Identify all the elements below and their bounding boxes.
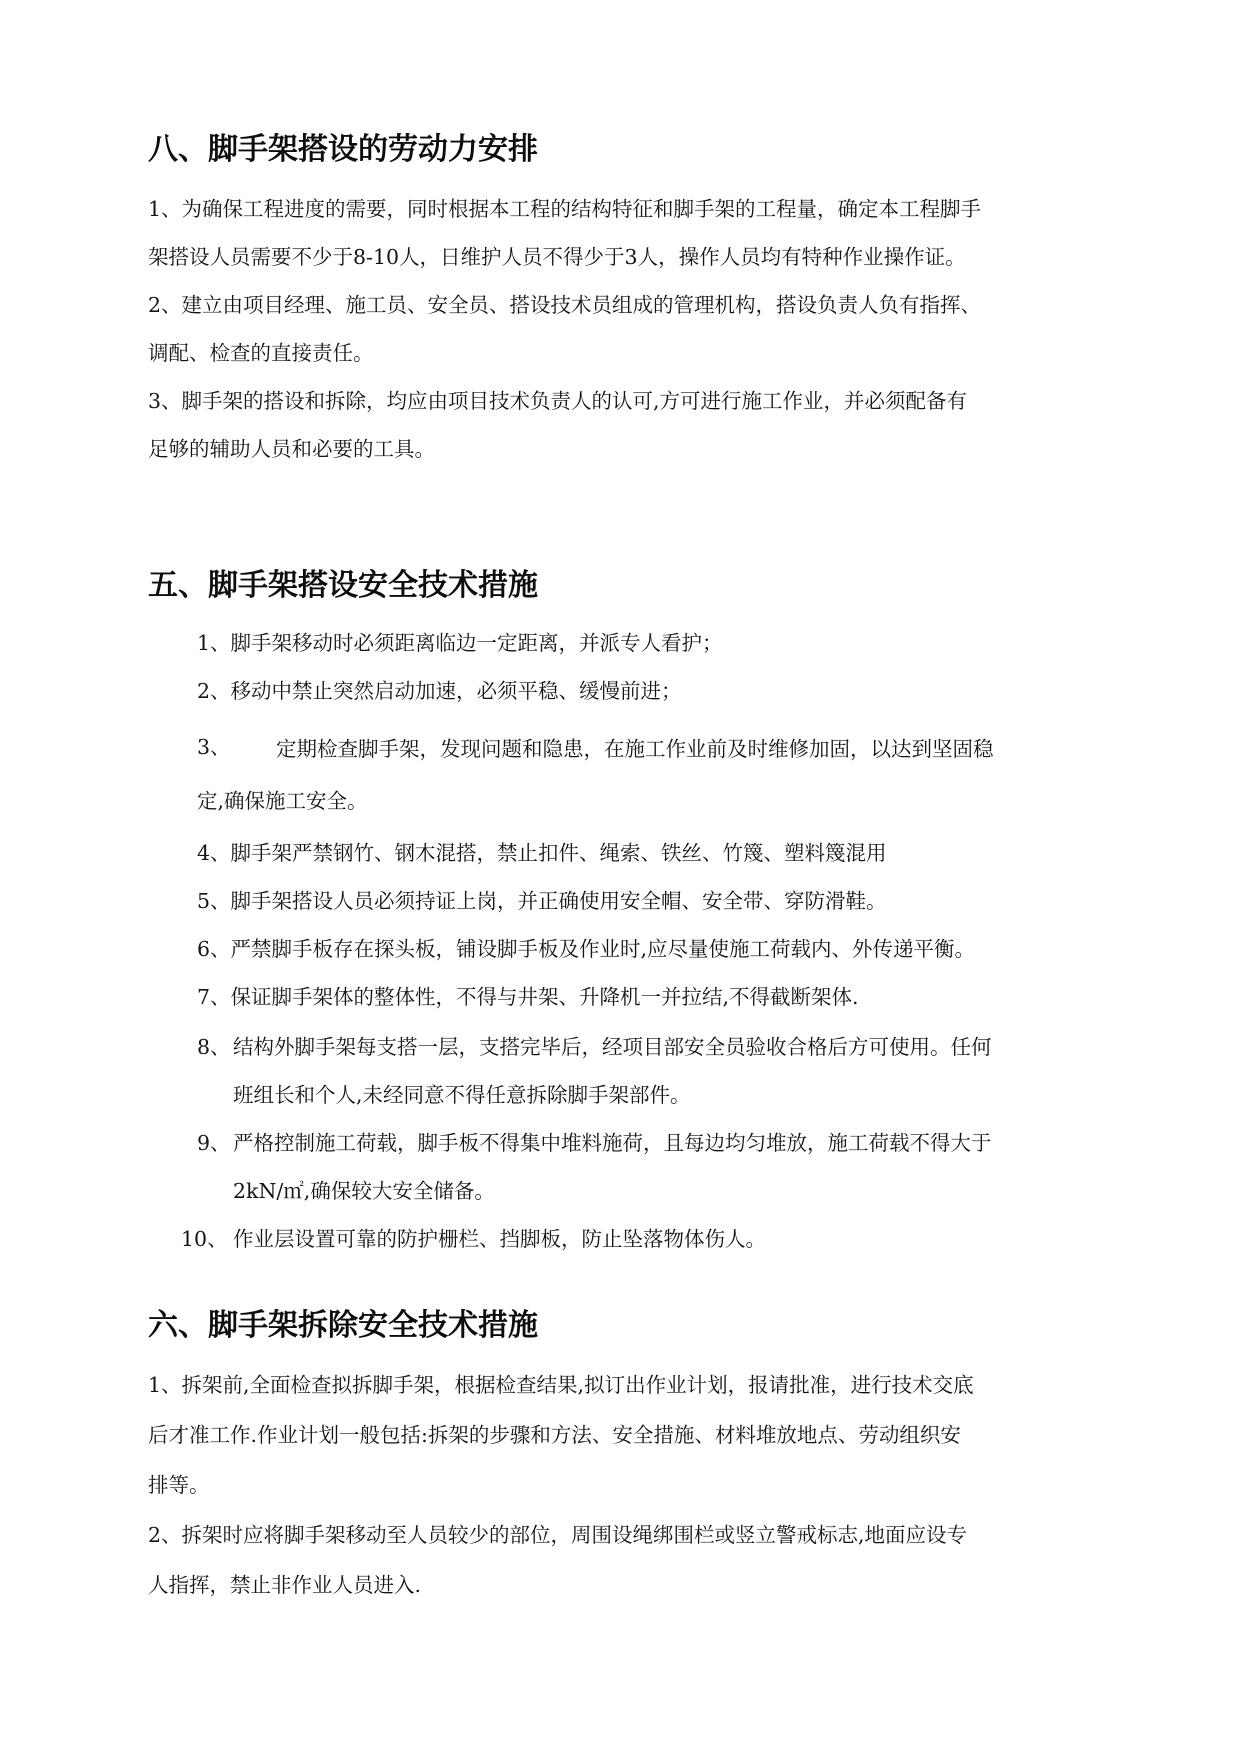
list-item: 5、脚手架搭设人员必须持证上岗，并正确使用安全帽、安全带、穿防滑鞋。: [197, 889, 887, 913]
paragraph-line: 排等。: [148, 1473, 210, 1497]
section-heading-dismantling-safety: 六、脚手架拆除安全技术措施: [148, 1308, 538, 1343]
list-item-number: 9、: [197, 1131, 231, 1155]
list-item: 2、移动中禁止突然启动加速，必须平稳、缓慢前进；: [197, 679, 682, 703]
paragraph-line: 2、拆架时应将脚手架移动至人员较少的部位，周围设绳绑围栏或竖立警戒标志,地面应设专: [148, 1523, 968, 1547]
list-item: 4、脚手架严禁钢竹、钢木混搭，禁止扣件、绳索、铁丝、竹篾、塑料篾混用: [197, 841, 887, 865]
section-heading-labor: 八、脚手架搭设的劳动力安排: [148, 132, 538, 167]
list-item: 7、保证脚手架体的整体性，不得与井架、升降机一并拉结,不得截断架体.: [197, 985, 859, 1009]
paragraph-line: 足够的辅助人员和必要的工具。: [148, 437, 435, 461]
list-item: 作业层设置可靠的防护栅栏、挡脚板，防止坠落物体伤人。: [233, 1227, 766, 1251]
list-item: 结构外脚手架每支搭一层，支搭完毕后，经项目部安全员验收合格后方可使用。任何: [233, 1035, 992, 1059]
list-item-number: 10、: [181, 1227, 228, 1251]
list-item: 班组长和个人,未经同意不得任意拆除脚手架部件。: [233, 1083, 691, 1107]
list-item: 2kN/㎡,确保较大安全储备。: [233, 1179, 495, 1203]
list-item-number: 8、: [197, 1035, 231, 1059]
list-item: 6、严禁脚手板存在探头板，铺设脚手板及作业时,应尽量使施工荷载内、外传递平衡。: [197, 937, 976, 961]
list-item: 严格控制施工荷载，脚手板不得集中堆料施荷，且每边均匀堆放，施工荷载不得大于: [233, 1131, 992, 1155]
list-item: 1、脚手架移动时必须距离临边一定距离，并派专人看护；: [197, 631, 723, 655]
paragraph-line: 2、建立由项目经理、施工员、安全员、搭设技术员组成的管理机构，搭设负责人负有指挥、: [148, 293, 982, 317]
paragraph-line: 1、拆架前,全面检查拟拆脚手架，根据检查结果,拟订出作业计划，报请批准，进行技术交底: [148, 1373, 974, 1397]
paragraph-line: 后才准工作.作业计划一般包括:拆架的步骤和方法、安全措施、材料堆放地点、劳动组织安: [148, 1423, 961, 1447]
list-item-number: 3、: [197, 735, 231, 759]
list-item: 定期检查脚手架，发现问题和隐患，在施工作业前及时维修加固，以达到坚固稳: [276, 737, 994, 761]
paragraph-line: 架搭设人员需要不少于8-10人，日维护人员不得少于3人，操作人员均有特种作业操作证。: [148, 245, 966, 269]
section-heading-erection-safety: 五、脚手架搭设安全技术措施: [148, 568, 538, 603]
paragraph-line: 3、脚手架的搭设和拆除，均应由项目技术负责人的认可,方可进行施工作业，并必须配备有: [148, 389, 968, 413]
paragraph-line: 调配、检查的直接责任。: [148, 341, 374, 365]
paragraph-line: 1、为确保工程进度的需要，同时根据本工程的结构特征和脚手架的工程量，确定本工程脚手: [148, 197, 982, 221]
list-item: 定,确保施工安全。: [197, 789, 368, 813]
paragraph-line: 人指挥，禁止非作业人员进入.: [148, 1573, 422, 1597]
